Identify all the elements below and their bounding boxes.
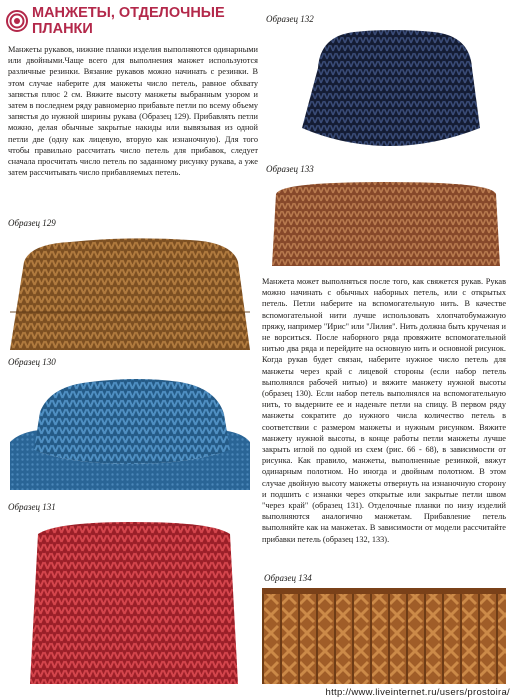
caption-sample-134: Образец 134 <box>264 573 312 583</box>
body-paragraph: Манжета может выполняться после того, как свяжется рукав. Рукав можно начинать с обычных наборных петель, или с открытых петель. Петли наберите на вспомогательную нить. В качестве вспомогательной нити лучше использовать хлопчатобумажную пряжу, например "Ирис" или "Лилия". Нить должна быть крученая и не ворситься. После наборного ряда провяжите вспомогательной нитью два ряда и перейдите на основную нить и основной рисунок. Когда рукав будет связан, наберите нужное число петель для манжеты через край с лицевой стороны (если набор петель выполнялся рабочей нитью) и вяжите манжету нужной высоты (образец 130). Если набор петель выполнялся на вспомогательную нить, то выдерните ее и наденьте петли на спицу. В первом ряду манжеты сократите до нужного числа количество петель в соответствии с размером манжеты и нужным рисунком. Вяжите манжету нужной высоты, в конце работы петли манжеты лучше закрыть иглой по одной из схем (рис. 66 - 68), в зависимости от рисунка. Как правило, манжеты, выполненные резинкой, вяжут одинарным полотном. Но иногда и двойным полотном. В этом случае двойную высоту манжеты отвернуть на изнаночную сторону и подшить с изнанки через открытые или закрытые петли швом "через край" (образец 131). Отделочные планки по низу изделий выполняются аналогично манжетам. Прибавление петель выполняйте как на манжетах. В зависимости от модели рассчитайте прибавки петель (образец 132, 133). <box>262 277 506 544</box>
knit-photo-sample-134 <box>262 588 506 684</box>
knit-photo-sample-132 <box>294 28 486 150</box>
caption-sample-131: Образец 131 <box>8 502 56 512</box>
knit-photo-sample-129 <box>10 232 250 350</box>
knit-photo-sample-130 <box>10 372 250 490</box>
intro-paragraph: Манжеты рукавов, нижние планки изделия выполняются одинарными или двойными.Чаще всего для выполнения манжет используются различные резинки. Вязание рукавов можно начинать с резинки. В этом случае наберите для манжеты число петель, равное обхвату запястья плюс 2 см. Вяжите высоту манжеты выбранным узором и затем в последнем ряду равномерно прибавьте петли по всему объему запястья до нужной ширины рукава (Образец 129). Прибавлять петли можно, делая обычные закрытые накиды или вывязывая из одной петли две (одну как лицевую, вторую как изнаночную). Для того чтобы правильно рассчитать число петель для прибавок, следует сначала просчитать число петель по заданному рисунку рукава, а уже затем рассчитывать число прибавляемых петель. <box>8 45 258 178</box>
caption-sample-133: Образец 133 <box>266 164 314 174</box>
page-title: МАНЖЕТЫ, ОТДЕЛОЧНЫЕ ПЛАНКИ <box>32 5 225 37</box>
caption-sample-132: Образец 132 <box>266 14 314 24</box>
source-url[interactable]: http://www.liveinternet.ru/users/prostoira/ <box>325 687 510 698</box>
caption-sample-130: Образец 130 <box>8 357 56 367</box>
knit-photo-sample-131 <box>16 516 252 684</box>
caption-sample-129: Образец 129 <box>8 218 56 228</box>
knit-photo-sample-133 <box>270 178 502 266</box>
spiral-logo-icon <box>6 10 28 32</box>
